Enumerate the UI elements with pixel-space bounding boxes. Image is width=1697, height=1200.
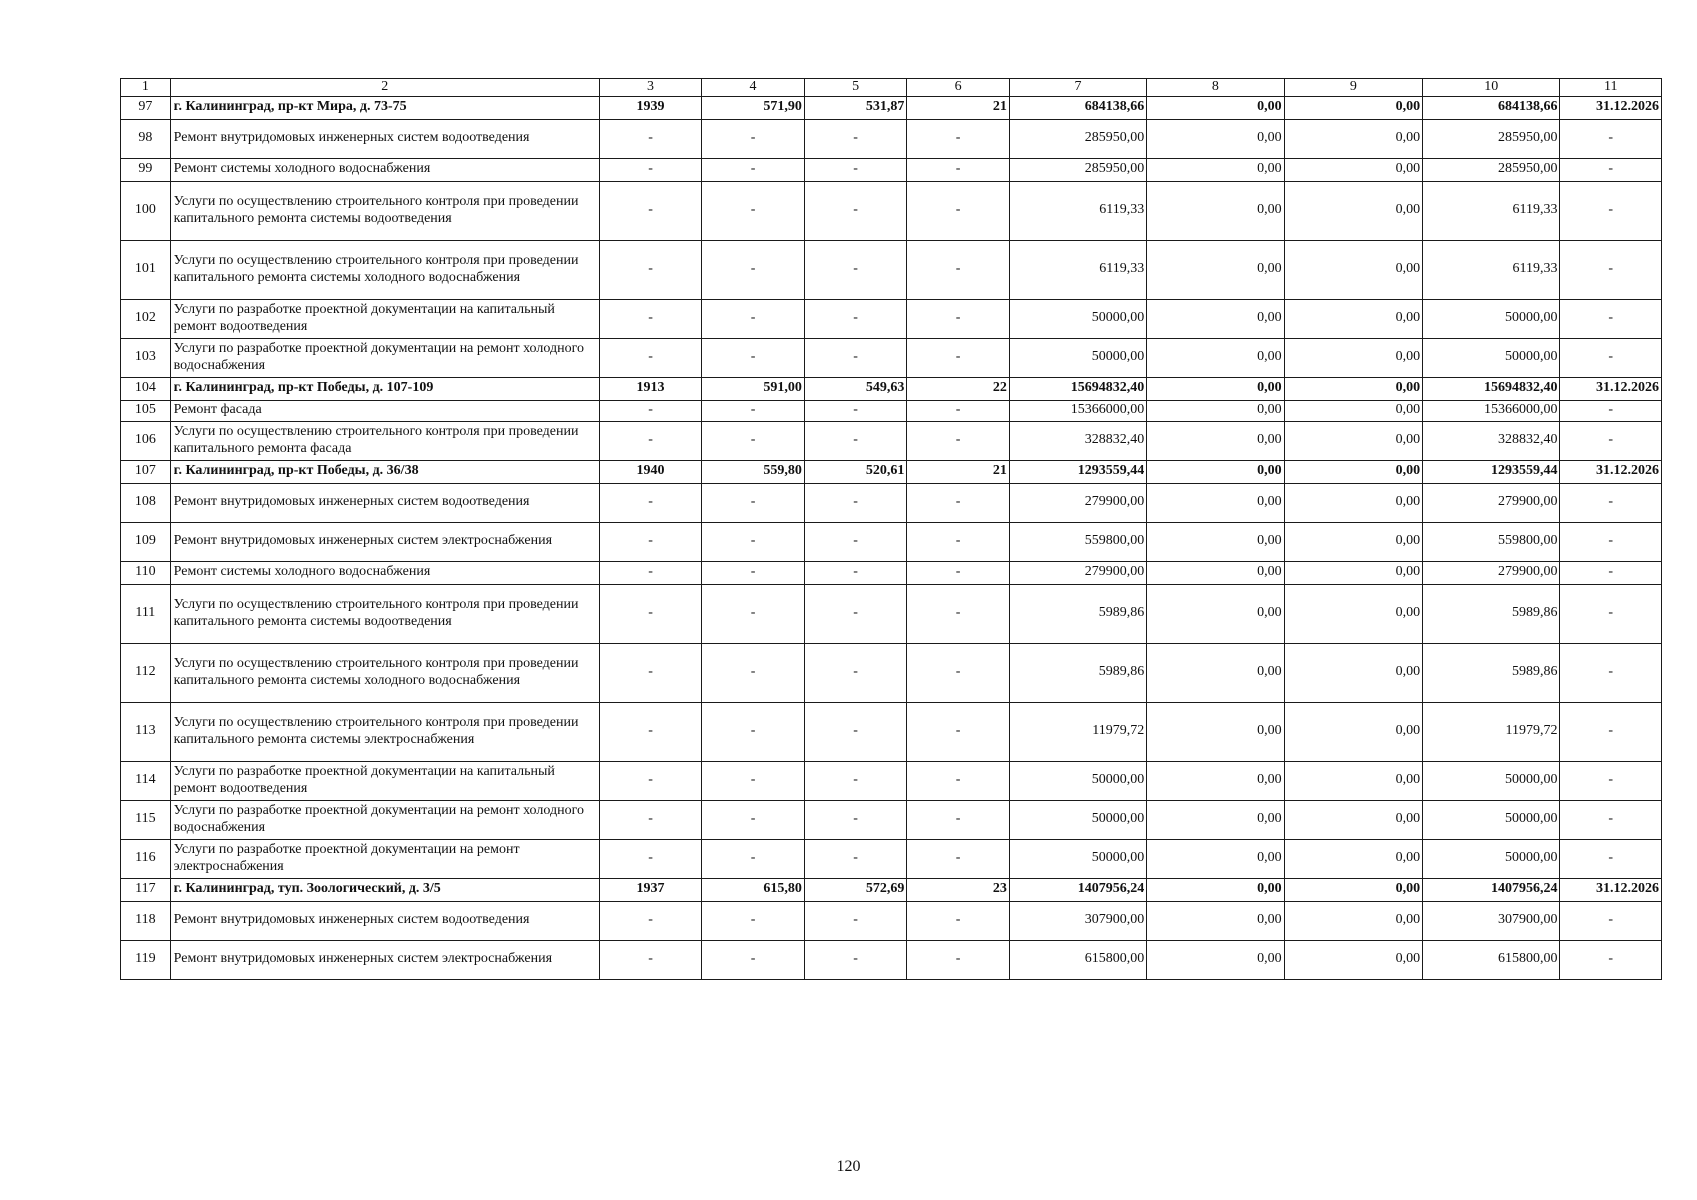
residents-cell: - (907, 561, 1010, 584)
fund-cost-cell: 0,00 (1147, 901, 1284, 940)
row-number-cell: 114 (121, 761, 171, 800)
total-area-cell: 615,80 (702, 878, 805, 901)
row-number-cell: 98 (121, 119, 171, 158)
row-number-cell: 111 (121, 584, 171, 643)
total-area-cell: - (702, 643, 805, 702)
residents-cell: - (907, 181, 1010, 240)
total-area-cell: - (702, 584, 805, 643)
owners-cost-cell: 0,00 (1284, 839, 1422, 878)
other-cost-cell: 11979,72 (1423, 702, 1560, 761)
living-area-cell: - (804, 901, 907, 940)
year-cell: - (599, 839, 702, 878)
object-name-cell: Услуги по разработке проектной документации на ремонт холодного водоснабжения (170, 800, 599, 839)
object-name-cell: Ремонт внутридомовых инженерных систем водоотведения (170, 119, 599, 158)
fund-cost-cell: 0,00 (1147, 761, 1284, 800)
object-name-cell: Услуги по осуществлению строительного контроля при проведении капитального ремонта системы электроснабжения (170, 702, 599, 761)
residents-cell: - (907, 522, 1010, 561)
total-cost-cell: 5989,86 (1009, 584, 1146, 643)
object-name-cell: Услуги по разработке проектной документации на капитальный ремонт водоотведения (170, 761, 599, 800)
header-cell: 1 (121, 79, 171, 97)
year-cell: - (599, 181, 702, 240)
total-area-cell: 571,90 (702, 96, 805, 119)
living-area-cell: - (804, 400, 907, 421)
object-name-cell: г. Калининград, пр-кт Победы, д. 107-109 (170, 377, 599, 400)
total-cost-cell: 50000,00 (1009, 299, 1146, 338)
row-number-cell: 115 (121, 800, 171, 839)
object-name-cell: Услуги по осуществлению строительного контроля при проведении капитального ремонта фасада (170, 421, 599, 460)
owners-cost-cell: 0,00 (1284, 940, 1422, 979)
other-cost-cell: 328832,40 (1423, 421, 1560, 460)
total-area-cell: - (702, 940, 805, 979)
object-name-cell: Услуги по осуществлению строительного контроля при проведении капитального ремонта системы водоотведения (170, 584, 599, 643)
year-cell: - (599, 940, 702, 979)
other-cost-cell: 279900,00 (1423, 561, 1560, 584)
total-cost-cell: 15366000,00 (1009, 400, 1146, 421)
year-cell: - (599, 584, 702, 643)
owners-cost-cell: 0,00 (1284, 240, 1422, 299)
other-cost-cell: 15694832,40 (1423, 377, 1560, 400)
other-cost-cell: 15366000,00 (1423, 400, 1560, 421)
row-number-cell: 107 (121, 460, 171, 483)
row-number-cell: 110 (121, 561, 171, 584)
work-item-row (121, 158, 1662, 181)
deadline-cell: - (1560, 901, 1662, 940)
living-area-cell: 531,87 (804, 96, 907, 119)
object-name-cell: Услуги по осуществлению строительного контроля при проведении капитального ремонта системы холодного водоснабжения (170, 643, 599, 702)
total-cost-cell: 50000,00 (1009, 800, 1146, 839)
deadline-cell: - (1560, 483, 1662, 522)
residents-cell: 21 (907, 96, 1010, 119)
fund-cost-cell: 0,00 (1147, 299, 1284, 338)
total-area-cell: - (702, 338, 805, 377)
total-area-cell: - (702, 158, 805, 181)
header-cell: 11 (1560, 79, 1662, 97)
living-area-cell: - (804, 483, 907, 522)
owners-cost-cell: 0,00 (1284, 761, 1422, 800)
object-name-cell: Услуги по осуществлению строительного контроля при проведении капитального ремонта системы водоотведения (170, 181, 599, 240)
work-item-row (121, 584, 1662, 643)
row-number-cell: 119 (121, 940, 171, 979)
owners-cost-cell: 0,00 (1284, 460, 1422, 483)
object-name-cell: Услуги по разработке проектной документации на ремонт электроснабжения (170, 839, 599, 878)
total-area-cell: - (702, 299, 805, 338)
fund-cost-cell: 0,00 (1147, 421, 1284, 460)
other-cost-cell: 50000,00 (1423, 338, 1560, 377)
living-area-cell: - (804, 240, 907, 299)
fund-cost-cell: 0,00 (1147, 483, 1284, 522)
living-area-cell: - (804, 181, 907, 240)
deadline-cell: 31.12.2026 (1560, 96, 1662, 119)
fund-cost-cell: 0,00 (1147, 119, 1284, 158)
work-item-row (121, 181, 1662, 240)
year-cell: - (599, 761, 702, 800)
row-number-cell: 112 (121, 643, 171, 702)
row-number-cell: 105 (121, 400, 171, 421)
deadline-cell: - (1560, 702, 1662, 761)
deadline-cell: - (1560, 561, 1662, 584)
fund-cost-cell: 0,00 (1147, 522, 1284, 561)
total-area-cell: - (702, 181, 805, 240)
total-cost-cell: 279900,00 (1009, 561, 1146, 584)
owners-cost-cell: 0,00 (1284, 522, 1422, 561)
living-area-cell: - (804, 800, 907, 839)
total-cost-cell: 328832,40 (1009, 421, 1146, 460)
residents-cell: - (907, 901, 1010, 940)
row-number-cell: 104 (121, 377, 171, 400)
deadline-cell: - (1560, 522, 1662, 561)
total-cost-cell: 285950,00 (1009, 158, 1146, 181)
living-area-cell: - (804, 702, 907, 761)
total-cost-cell: 615800,00 (1009, 940, 1146, 979)
total-cost-cell: 285950,00 (1009, 119, 1146, 158)
total-area-cell: 559,80 (702, 460, 805, 483)
owners-cost-cell: 0,00 (1284, 800, 1422, 839)
deadline-cell: - (1560, 761, 1662, 800)
object-name-cell: Услуги по разработке проектной документации на капитальный ремонт водоотведения (170, 299, 599, 338)
owners-cost-cell: 0,00 (1284, 119, 1422, 158)
residents-cell: - (907, 421, 1010, 460)
header-cell: 8 (1147, 79, 1284, 97)
page-number: 120 (836, 1158, 861, 1175)
row-number-cell: 109 (121, 522, 171, 561)
total-area-cell: - (702, 702, 805, 761)
residents-cell: - (907, 240, 1010, 299)
work-item-row (121, 400, 1662, 421)
header-cell: 3 (599, 79, 702, 97)
other-cost-cell: 615800,00 (1423, 940, 1560, 979)
address-group-row (121, 878, 1662, 901)
deadline-cell: - (1560, 584, 1662, 643)
deadline-cell: - (1560, 400, 1662, 421)
fund-cost-cell: 0,00 (1147, 181, 1284, 240)
work-item-row (121, 702, 1662, 761)
owners-cost-cell: 0,00 (1284, 643, 1422, 702)
total-cost-cell: 15694832,40 (1009, 377, 1146, 400)
year-cell: - (599, 299, 702, 338)
deadline-cell: - (1560, 338, 1662, 377)
year-cell: - (599, 421, 702, 460)
deadline-cell: - (1560, 800, 1662, 839)
owners-cost-cell: 0,00 (1284, 338, 1422, 377)
residents-cell: - (907, 299, 1010, 338)
living-area-cell: - (804, 299, 907, 338)
address-group-row (121, 96, 1662, 119)
total-cost-cell: 684138,66 (1009, 96, 1146, 119)
column-number-header-row (121, 79, 1662, 97)
year-cell: - (599, 158, 702, 181)
fund-cost-cell: 0,00 (1147, 940, 1284, 979)
year-cell: - (599, 522, 702, 561)
address-group-row (121, 377, 1662, 400)
header-cell: 7 (1009, 79, 1146, 97)
deadline-cell: 31.12.2026 (1560, 878, 1662, 901)
other-cost-cell: 50000,00 (1423, 761, 1560, 800)
year-cell: - (599, 338, 702, 377)
residents-cell: - (907, 643, 1010, 702)
owners-cost-cell: 0,00 (1284, 702, 1422, 761)
owners-cost-cell: 0,00 (1284, 584, 1422, 643)
year-cell: 1913 (599, 377, 702, 400)
work-item-row (121, 240, 1662, 299)
total-cost-cell: 50000,00 (1009, 761, 1146, 800)
residents-cell: - (907, 940, 1010, 979)
object-name-cell: Ремонт внутридомовых инженерных систем электроснабжения (170, 940, 599, 979)
object-name-cell: Ремонт внутридомовых инженерных систем электроснабжения (170, 522, 599, 561)
other-cost-cell: 50000,00 (1423, 299, 1560, 338)
living-area-cell: - (804, 421, 907, 460)
year-cell: - (599, 400, 702, 421)
work-item-row (121, 338, 1662, 377)
fund-cost-cell: 0,00 (1147, 702, 1284, 761)
total-cost-cell: 5989,86 (1009, 643, 1146, 702)
living-area-cell: 520,61 (804, 460, 907, 483)
deadline-cell: - (1560, 643, 1662, 702)
year-cell: - (599, 119, 702, 158)
other-cost-cell: 285950,00 (1423, 119, 1560, 158)
residents-cell: - (907, 702, 1010, 761)
row-number-cell: 118 (121, 901, 171, 940)
fund-cost-cell: 0,00 (1147, 643, 1284, 702)
row-number-cell: 106 (121, 421, 171, 460)
address-group-row (121, 460, 1662, 483)
row-number-cell: 103 (121, 338, 171, 377)
total-cost-cell: 11979,72 (1009, 702, 1146, 761)
year-cell: 1939 (599, 96, 702, 119)
year-cell: - (599, 901, 702, 940)
work-item-row (121, 940, 1662, 979)
owners-cost-cell: 0,00 (1284, 181, 1422, 240)
fund-cost-cell: 0,00 (1147, 460, 1284, 483)
total-area-cell: - (702, 421, 805, 460)
total-cost-cell: 6119,33 (1009, 181, 1146, 240)
deadline-cell: 31.12.2026 (1560, 377, 1662, 400)
total-area-cell: - (702, 761, 805, 800)
deadline-cell: - (1560, 181, 1662, 240)
total-area-cell: - (702, 901, 805, 940)
owners-cost-cell: 0,00 (1284, 483, 1422, 522)
owners-cost-cell: 0,00 (1284, 561, 1422, 584)
fund-cost-cell: 0,00 (1147, 338, 1284, 377)
header-cell: 4 (702, 79, 805, 97)
row-number-cell: 101 (121, 240, 171, 299)
fund-cost-cell: 0,00 (1147, 158, 1284, 181)
year-cell: - (599, 561, 702, 584)
total-cost-cell: 6119,33 (1009, 240, 1146, 299)
row-number-cell: 117 (121, 878, 171, 901)
total-cost-cell: 1293559,44 (1009, 460, 1146, 483)
work-item-row (121, 839, 1662, 878)
other-cost-cell: 279900,00 (1423, 483, 1560, 522)
other-cost-cell: 307900,00 (1423, 901, 1560, 940)
living-area-cell: - (804, 643, 907, 702)
residents-cell: 22 (907, 377, 1010, 400)
work-item-row (121, 299, 1662, 338)
owners-cost-cell: 0,00 (1284, 158, 1422, 181)
object-name-cell: г. Калининград, пр-кт Победы, д. 36/38 (170, 460, 599, 483)
living-area-cell: - (804, 119, 907, 158)
work-item-row (121, 901, 1662, 940)
deadline-cell: - (1560, 839, 1662, 878)
residents-cell: - (907, 839, 1010, 878)
object-name-cell: Ремонт системы холодного водоснабжения (170, 561, 599, 584)
row-number-cell: 116 (121, 839, 171, 878)
living-area-cell: - (804, 584, 907, 643)
document-sheet (120, 78, 1662, 980)
fund-cost-cell: 0,00 (1147, 878, 1284, 901)
work-item-row (121, 421, 1662, 460)
row-number-cell: 108 (121, 483, 171, 522)
deadline-cell: - (1560, 421, 1662, 460)
other-cost-cell: 6119,33 (1423, 181, 1560, 240)
deadline-cell: - (1560, 940, 1662, 979)
work-item-row (121, 483, 1662, 522)
other-cost-cell: 50000,00 (1423, 800, 1560, 839)
owners-cost-cell: 0,00 (1284, 400, 1422, 421)
residents-cell: - (907, 400, 1010, 421)
year-cell: 1937 (599, 878, 702, 901)
header-cell: 10 (1423, 79, 1560, 97)
table-body (121, 79, 1662, 980)
repair-program-table (120, 78, 1662, 980)
year-cell: - (599, 643, 702, 702)
deadline-cell: - (1560, 119, 1662, 158)
deadline-cell: - (1560, 158, 1662, 181)
row-number-cell: 113 (121, 702, 171, 761)
work-item-row (121, 761, 1662, 800)
object-name-cell: Ремонт системы холодного водоснабжения (170, 158, 599, 181)
living-area-cell: - (804, 940, 907, 979)
living-area-cell: - (804, 338, 907, 377)
residents-cell: - (907, 158, 1010, 181)
other-cost-cell: 1407956,24 (1423, 878, 1560, 901)
row-number-cell: 99 (121, 158, 171, 181)
owners-cost-cell: 0,00 (1284, 299, 1422, 338)
other-cost-cell: 5989,86 (1423, 584, 1560, 643)
living-area-cell: - (804, 839, 907, 878)
residents-cell: - (907, 119, 1010, 158)
living-area-cell: - (804, 158, 907, 181)
other-cost-cell: 50000,00 (1423, 839, 1560, 878)
total-cost-cell: 50000,00 (1009, 338, 1146, 377)
year-cell: 1940 (599, 460, 702, 483)
total-cost-cell: 1407956,24 (1009, 878, 1146, 901)
deadline-cell: - (1560, 299, 1662, 338)
object-name-cell: г. Калининград, пр-кт Мира, д. 73-75 (170, 96, 599, 119)
living-area-cell: 549,63 (804, 377, 907, 400)
header-cell: 6 (907, 79, 1010, 97)
year-cell: - (599, 800, 702, 839)
object-name-cell: г. Калининград, туп. Зоологический, д. 3/5 (170, 878, 599, 901)
object-name-cell: Услуги по разработке проектной документации на ремонт холодного водоснабжения (170, 338, 599, 377)
work-item-row (121, 800, 1662, 839)
fund-cost-cell: 0,00 (1147, 400, 1284, 421)
other-cost-cell: 559800,00 (1423, 522, 1560, 561)
living-area-cell: 572,69 (804, 878, 907, 901)
header-cell: 2 (170, 79, 599, 97)
residents-cell: - (907, 761, 1010, 800)
deadline-cell: - (1560, 240, 1662, 299)
fund-cost-cell: 0,00 (1147, 240, 1284, 299)
work-item-row (121, 522, 1662, 561)
other-cost-cell: 684138,66 (1423, 96, 1560, 119)
year-cell: - (599, 483, 702, 522)
owners-cost-cell: 0,00 (1284, 878, 1422, 901)
work-item-row (121, 119, 1662, 158)
total-cost-cell: 279900,00 (1009, 483, 1146, 522)
row-number-cell: 102 (121, 299, 171, 338)
total-cost-cell: 50000,00 (1009, 839, 1146, 878)
fund-cost-cell: 0,00 (1147, 839, 1284, 878)
row-number-cell: 100 (121, 181, 171, 240)
owners-cost-cell: 0,00 (1284, 901, 1422, 940)
header-cell: 9 (1284, 79, 1422, 97)
total-area-cell: - (702, 522, 805, 561)
living-area-cell: - (804, 761, 907, 800)
living-area-cell: - (804, 561, 907, 584)
total-area-cell: - (702, 839, 805, 878)
total-area-cell: - (702, 400, 805, 421)
residents-cell: - (907, 800, 1010, 839)
total-area-cell: - (702, 561, 805, 584)
total-cost-cell: 559800,00 (1009, 522, 1146, 561)
total-cost-cell: 307900,00 (1009, 901, 1146, 940)
other-cost-cell: 1293559,44 (1423, 460, 1560, 483)
year-cell: - (599, 240, 702, 299)
total-area-cell: - (702, 240, 805, 299)
fund-cost-cell: 0,00 (1147, 96, 1284, 119)
owners-cost-cell: 0,00 (1284, 96, 1422, 119)
year-cell: - (599, 702, 702, 761)
total-area-cell: - (702, 483, 805, 522)
residents-cell: - (907, 483, 1010, 522)
other-cost-cell: 5989,86 (1423, 643, 1560, 702)
owners-cost-cell: 0,00 (1284, 421, 1422, 460)
living-area-cell: - (804, 522, 907, 561)
residents-cell: 23 (907, 878, 1010, 901)
work-item-row (121, 561, 1662, 584)
fund-cost-cell: 0,00 (1147, 800, 1284, 839)
residents-cell: 21 (907, 460, 1010, 483)
object-name-cell: Ремонт внутридомовых инженерных систем водоотведения (170, 483, 599, 522)
other-cost-cell: 285950,00 (1423, 158, 1560, 181)
fund-cost-cell: 0,00 (1147, 377, 1284, 400)
residents-cell: - (907, 584, 1010, 643)
total-area-cell: 591,00 (702, 377, 805, 400)
residents-cell: - (907, 338, 1010, 377)
row-number-cell: 97 (121, 96, 171, 119)
total-area-cell: - (702, 119, 805, 158)
object-name-cell: Ремонт внутридомовых инженерных систем водоотведения (170, 901, 599, 940)
object-name-cell: Ремонт фасада (170, 400, 599, 421)
fund-cost-cell: 0,00 (1147, 561, 1284, 584)
other-cost-cell: 6119,33 (1423, 240, 1560, 299)
work-item-row (121, 643, 1662, 702)
owners-cost-cell: 0,00 (1284, 377, 1422, 400)
header-cell: 5 (804, 79, 907, 97)
total-area-cell: - (702, 800, 805, 839)
object-name-cell: Услуги по осуществлению строительного контроля при проведении капитального ремонта системы холодного водоснабжения (170, 240, 599, 299)
deadline-cell: 31.12.2026 (1560, 460, 1662, 483)
fund-cost-cell: 0,00 (1147, 584, 1284, 643)
